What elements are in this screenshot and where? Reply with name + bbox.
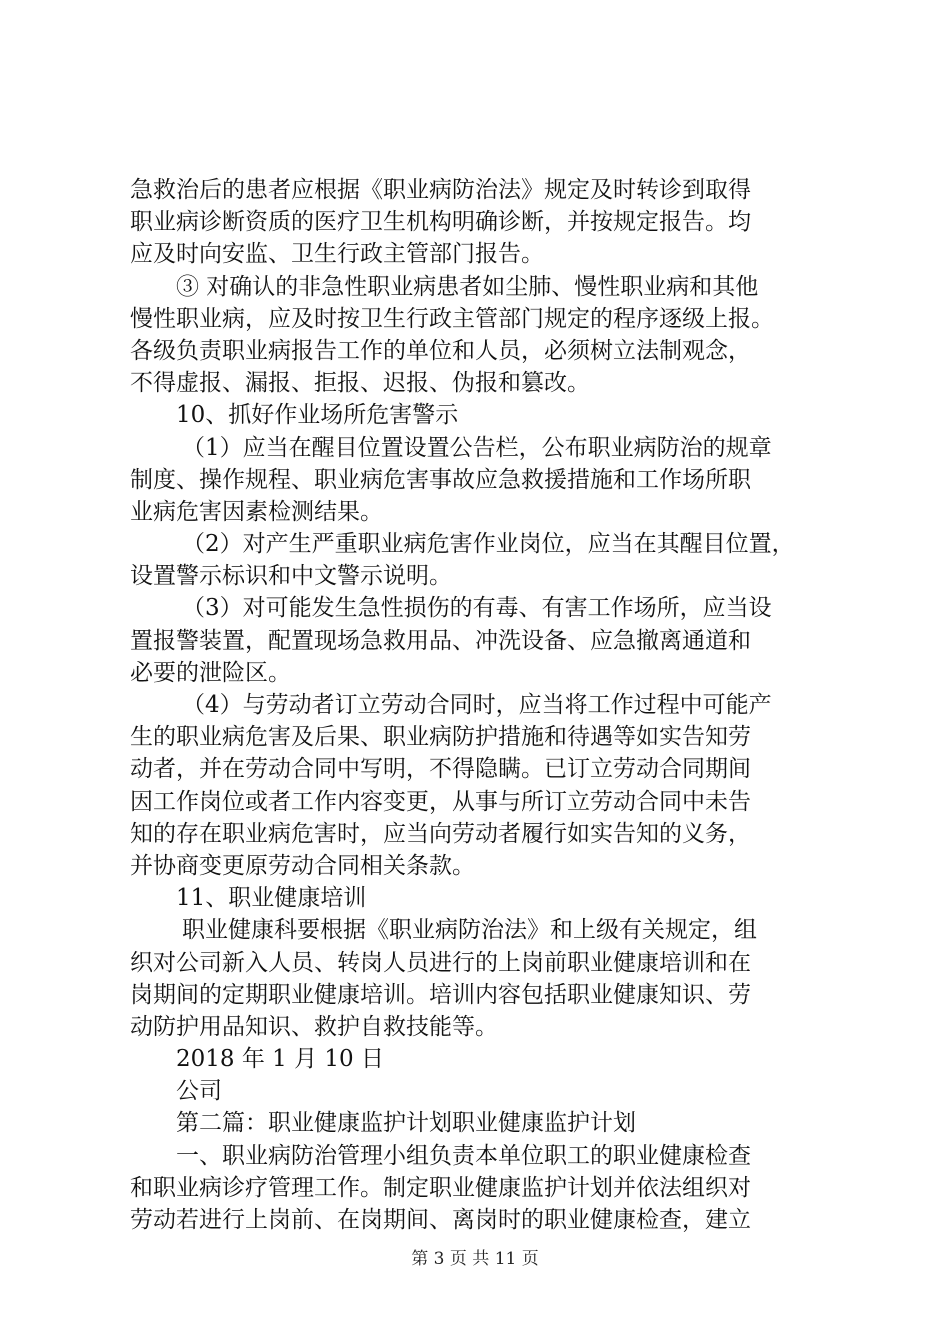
text-line: 职业病诊断资质的医疗卫生机构明确诊断，并按规定报告。均: [130, 209, 751, 236]
text-line: 11、职业健康培训: [176, 885, 367, 912]
text-line: 置报警装置，配置现场急救用品、冲洗设备、应急撤离通道和: [130, 627, 751, 654]
text-line: 各级负责职业病报告工作的单位和人员，必须树立法制观念，: [130, 337, 751, 364]
text-line: （4）与劳动者订立劳动合同时，应当将工作过程中可能产: [182, 692, 772, 718]
page-footer: 第 3 页 共 11 页: [411, 1249, 539, 1269]
text-line: 应及时向安监、卫生行政主管部门报告。: [130, 241, 544, 268]
text-line: 急救治后的患者应根据《职业病防治法》规定及时转诊到取得: [130, 177, 751, 203]
text-line: ③ 对确认的非急性职业病患者如尘肺、慢性职业病和其他: [176, 273, 759, 300]
text-line: 知的存在职业病危害时，应当向劳动者履行如实告知的义务，: [130, 820, 751, 847]
text-line: 制度、操作规程、职业病危害事故应急救援措施和工作场所职: [130, 466, 751, 493]
text-line: 动者，并在劳动合同中写明，不得隐瞒。已订立劳动合同期间: [130, 756, 751, 783]
text-line: 公司: [176, 1078, 222, 1105]
text-line: 织对公司新入人员、转岗人员进行的上岗前职业健康培训和在: [130, 949, 751, 976]
text-line: 设置警示标识和中文警示说明。: [130, 563, 452, 590]
text-line: 职业健康科要根据《职业病防治法》和上级有关规定，组: [182, 917, 757, 944]
text-line: 岗期间的定期职业健康培训。培训内容包括职业健康知识、劳: [130, 981, 751, 1008]
text-line: 并协商变更原劳动合同相关条款。: [130, 852, 475, 879]
text-line: 动防护用品知识、救护自救技能等。: [130, 1013, 498, 1040]
text-line: （3）对可能发生急性损伤的有毒、有害工作场所，应当设: [182, 595, 772, 622]
text-line: 劳动若进行上岗前、在岗期间、离岗时的职业健康检查，建立: [130, 1207, 751, 1233]
text-line: 业病危害因素检测结果。: [130, 498, 383, 525]
text-line: 第二篇：职业健康监护计划职业健康监护计划: [176, 1110, 636, 1137]
text-line: 不得虚报、漏报、拒报、迟报、伪报和篡改。: [130, 370, 590, 397]
document-body: [130, 174, 830, 1236]
text-line: 因工作岗位或者工作内容变更，从事与所订立劳动合同中未告: [130, 788, 751, 815]
text-line: 10、抓好作业场所危害警示: [176, 402, 459, 429]
text-line: 2018 年 1 月 10 日: [176, 1046, 384, 1073]
text-line: 慢性职业病，应及时按卫生行政主管部门规定的程序逐级上报。: [130, 305, 774, 332]
text-line: （2）对产生严重职业病危害作业岗位，应当在其醒目位置，: [182, 531, 795, 558]
text-line: 一、职业病防治管理小组负责本单位职工的职业健康检查: [176, 1142, 751, 1169]
text-line: 和职业病诊疗管理工作。制定职业健康监护计划并依法组织对: [130, 1174, 751, 1201]
text-line: 必要的泄险区。: [130, 659, 291, 686]
text-line: 生的职业病危害及后果、职业病防护措施和待遇等如实告知劳: [130, 724, 751, 751]
text-line: （1）应当在醒目位置设置公告栏，公布职业病防治的规章: [182, 434, 772, 461]
